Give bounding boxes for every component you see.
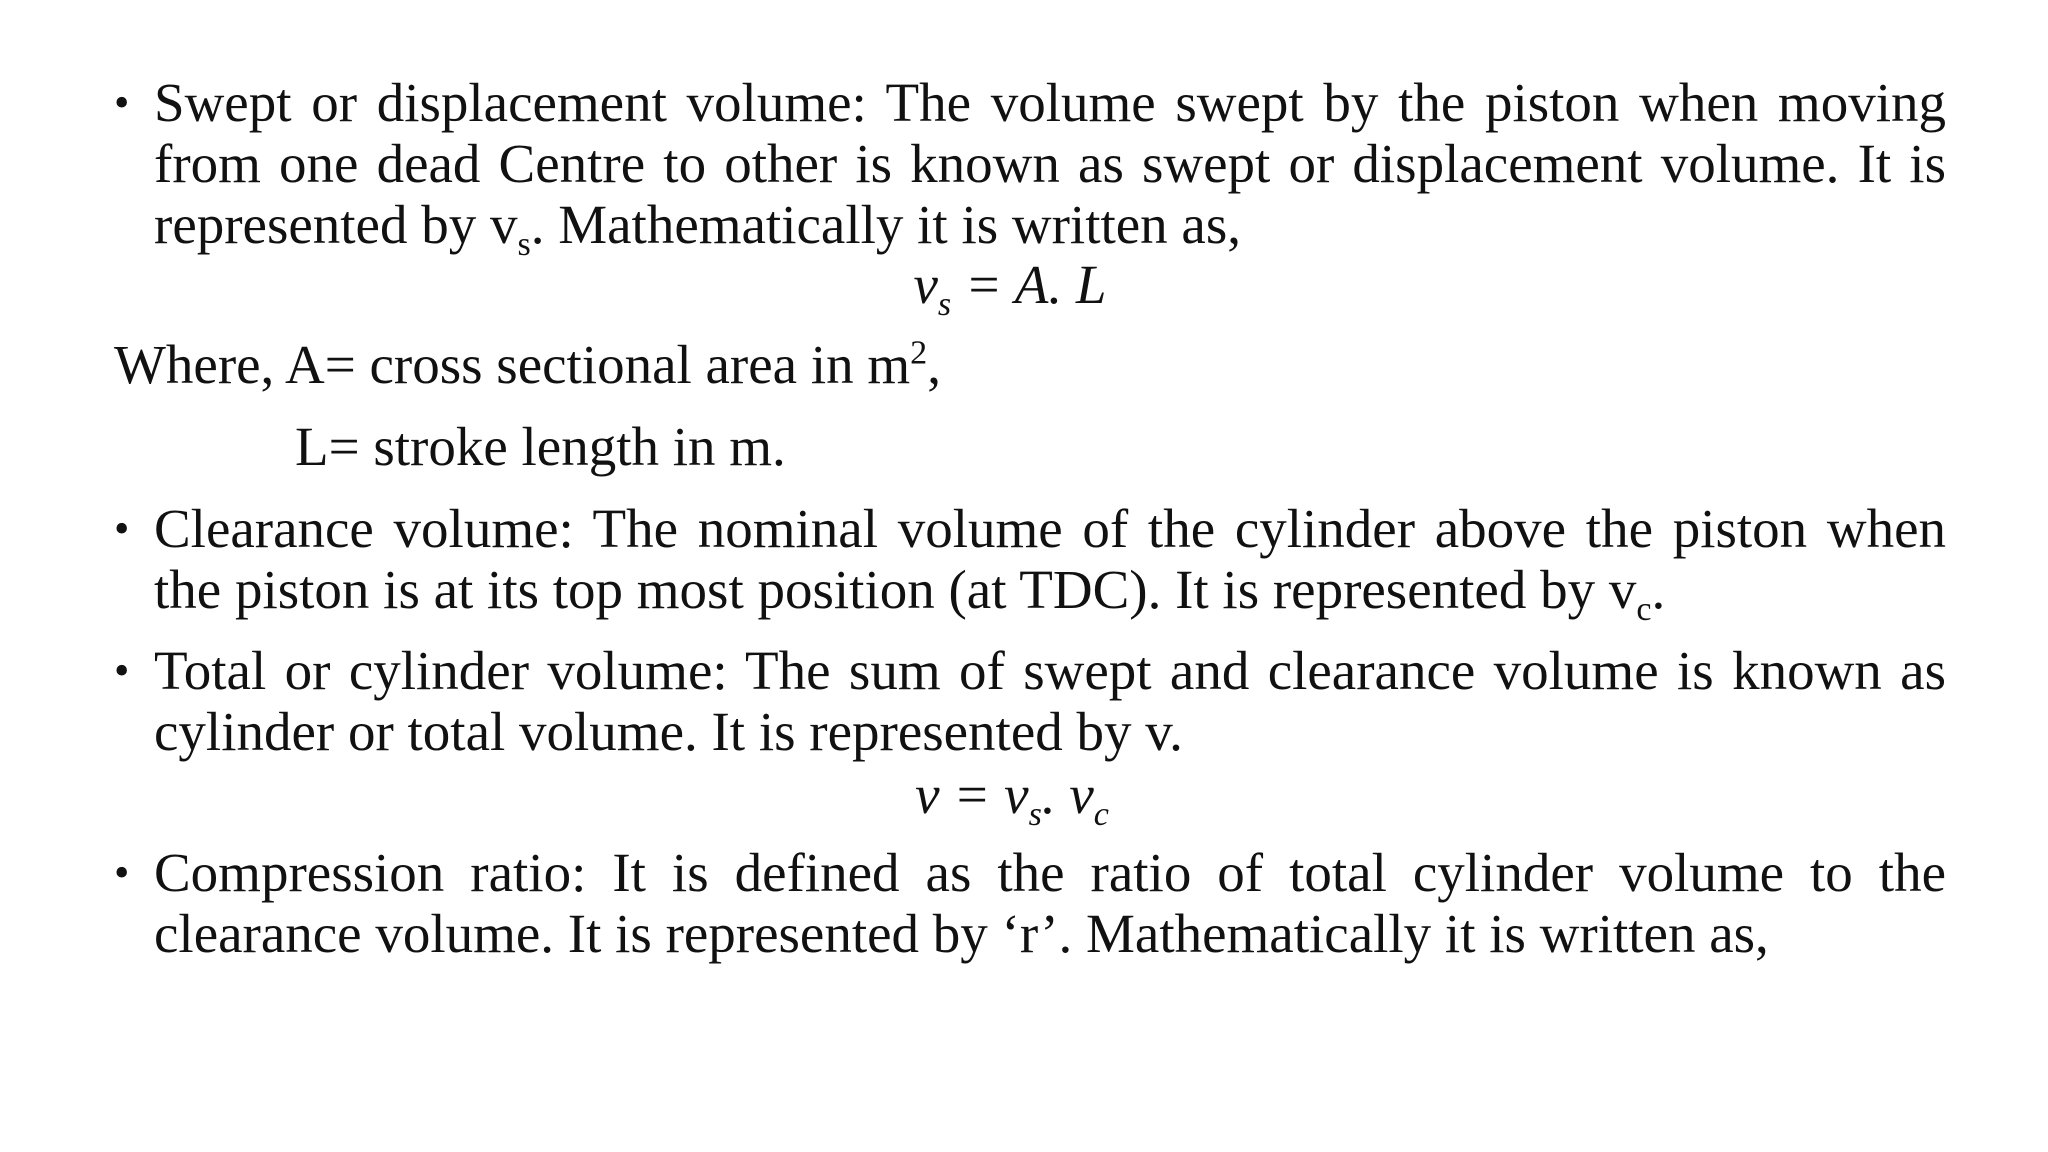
eq-total-lhs: v = [915,764,1005,825]
swept-volume-text [154,72,1946,263]
eq-total-term1: v [1004,764,1029,825]
eq-total-term1-sub: s [1028,796,1042,833]
clearance-volume-definition: Clearance volume: The nominal volume of the cylinder above the piston when the piston is at its top most position (at TDC). It is represented by v [154,498,1946,620]
bullet-swept-volume [114,72,1946,263]
bullet-dot: • [114,504,130,553]
where-area-sup: 2 [910,334,928,372]
where-stroke-text: L= stroke length in m. [295,416,786,477]
bullet-clearance-volume [114,498,1946,628]
equation-swept-volume [0,254,2034,323]
where-area-text: Where, A= cross sectional area in m [114,334,911,395]
eq-total-term2: v [1069,764,1094,825]
eq-swept-lhs-sub: s [937,286,952,323]
bullet-total-volume [114,640,1946,762]
bullet-dot: • [114,78,130,127]
bullet-compression-ratio [114,842,1946,964]
swept-volume-definition: Swept or displacement volume: The volume swept by the piston when moving from one dead Centre to other is known as swept or displacement volume. It is represented by v [154,72,1946,255]
total-volume-text: Total or cylinder volume: The sum of swept and clearance volume is known as cylinder or total volume. It is represented by v. [154,640,1946,762]
eq-total-term2-sub: c [1093,796,1109,833]
where-stroke-line [295,416,786,477]
clearance-volume-tail: . [1651,559,1666,620]
compression-ratio-text: Compression ratio: It is defined as the ratio of total cylinder volume to the clearance volume. It is represented by ‘r’. Mathematically it is written as, [154,842,1946,964]
eq-swept-lhs: v [913,254,938,315]
bullet-dot: • [114,848,130,897]
clearance-volume-text [154,498,1946,628]
swept-volume-tail: . Mathematically it is written as, [530,194,1241,255]
bullet-dot: • [114,646,130,695]
equation-total-volume [0,764,2036,833]
eq-total-sep: . [1041,764,1070,825]
swept-subscript: s [517,226,531,263]
clearance-subscript: c [1636,591,1652,628]
eq-swept-rhs: = A. L [951,254,1107,315]
where-area-line [114,334,941,395]
where-area-end: , [927,334,941,395]
